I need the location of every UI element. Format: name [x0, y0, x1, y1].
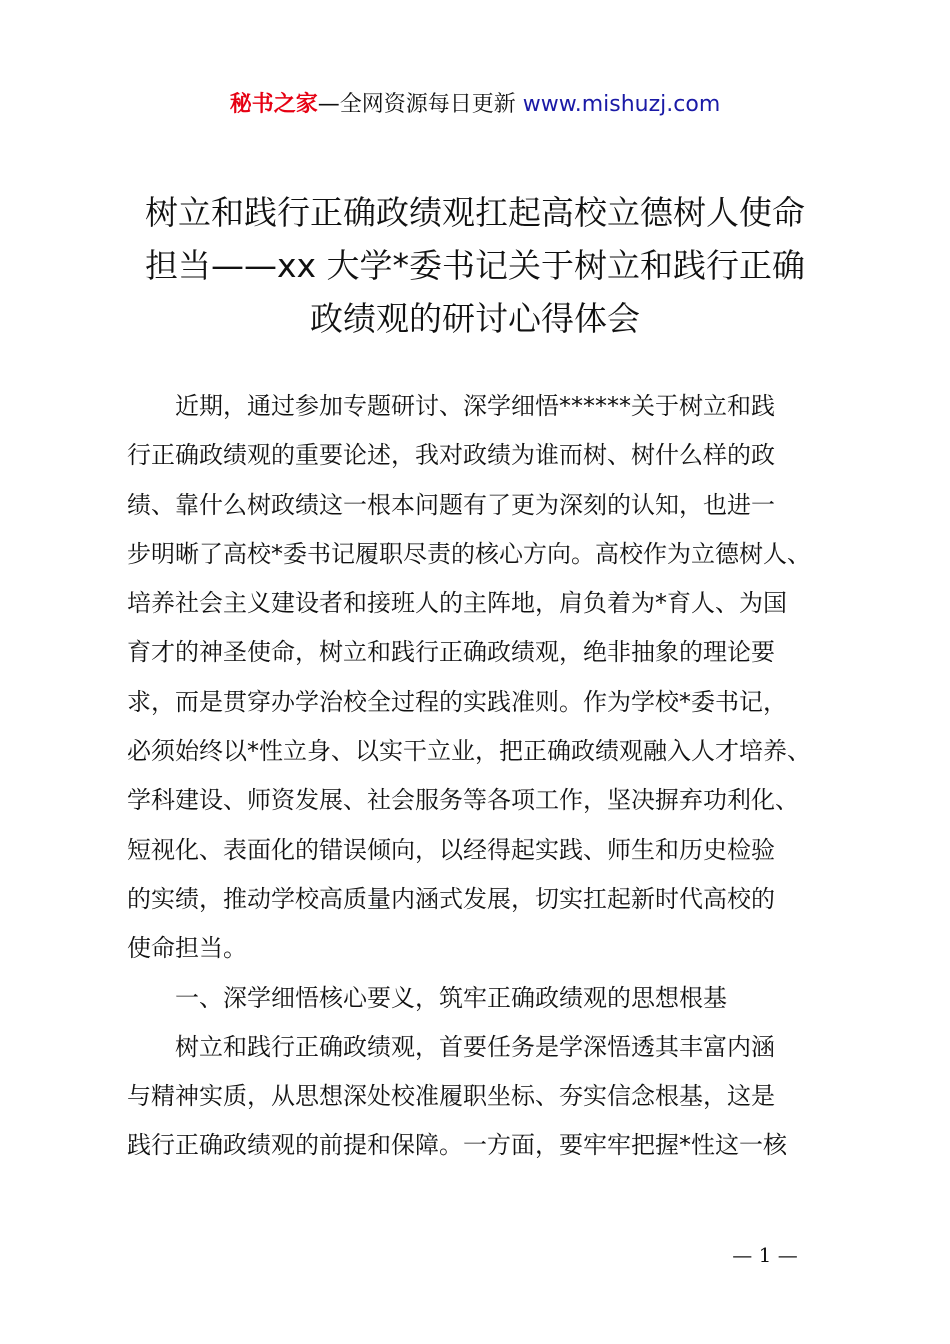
section-paragraph [127, 1023, 847, 1171]
text-line: 学科建设、师资发展、社会服务等各项工作，坚决摒弃功利化、 [127, 786, 799, 815]
text-line: 绩、靠什么树政绩这一根本问题有了更为深刻的认知，也进一 [127, 490, 775, 519]
text-line: 使命担当。 [127, 934, 247, 963]
text-line: 培养社会主义建设者和接班人的主阵地，肩负着为*育人、为国 [127, 589, 787, 618]
section-heading [127, 974, 847, 1023]
text-line: 树立和践行正确政绩观，首要任务是学深悟透其丰富内涵 [127, 1032, 775, 1061]
title-line: 树立和践行正确政绩观扛起高校立德树人使命 [145, 193, 805, 232]
text-line: 近期，通过参加专题研讨、深学细悟******关于树立和践 [127, 392, 775, 420]
document-title [110, 186, 840, 345]
text-line: 必须始终以*性立身、以实干立业，把正确政绩观融入人才培养、 [127, 737, 811, 766]
title-line: 政绩观的研讨心得体会 [310, 299, 640, 338]
site-tagline: —全网资源每日更新 [317, 92, 523, 117]
text-line: 短视化、表面化的错误倾向，以经得起实践、师生和历史检验 [127, 835, 775, 864]
site-header [0, 88, 950, 122]
text-line: 与精神实质，从思想深处校准履职坐标、夯实信念根基，这是 [127, 1082, 775, 1111]
document-body [127, 382, 847, 1171]
intro-paragraph [127, 382, 847, 974]
text-line: 育才的神圣使命，树立和践行正确政绩观，绝非抽象的理论要 [127, 638, 775, 667]
text-line: 步明晰了高校*委书记履职尽责的核心方向。高校作为立德树人、 [127, 539, 811, 568]
text-line: 行正确政绩观的重要论述，我对政绩为谁而树、树什么样的政 [127, 441, 775, 470]
site-brand: 秘书之家 [229, 92, 318, 117]
section-heading-text: 一、深学细悟核心要义，筑牢正确政绩观的思想根基 [127, 983, 727, 1012]
page-number: — 1 — [732, 1243, 798, 1267]
text-line: 求，而是贯穿办学治校全过程的实践准则。作为学校*委书记， [127, 687, 787, 716]
site-url-link[interactable]: www.mishuzj.com [522, 92, 721, 117]
text-line: 的实绩，推动学校高质量内涵式发展，切实扛起新时代高校的 [127, 884, 775, 913]
text-line: 践行正确政绩观的前提和保障。一方面，要牢牢把握*性这一核 [127, 1131, 787, 1160]
title-line: 担当——xx 大学*委书记关于树立和践行正确 [144, 246, 806, 285]
